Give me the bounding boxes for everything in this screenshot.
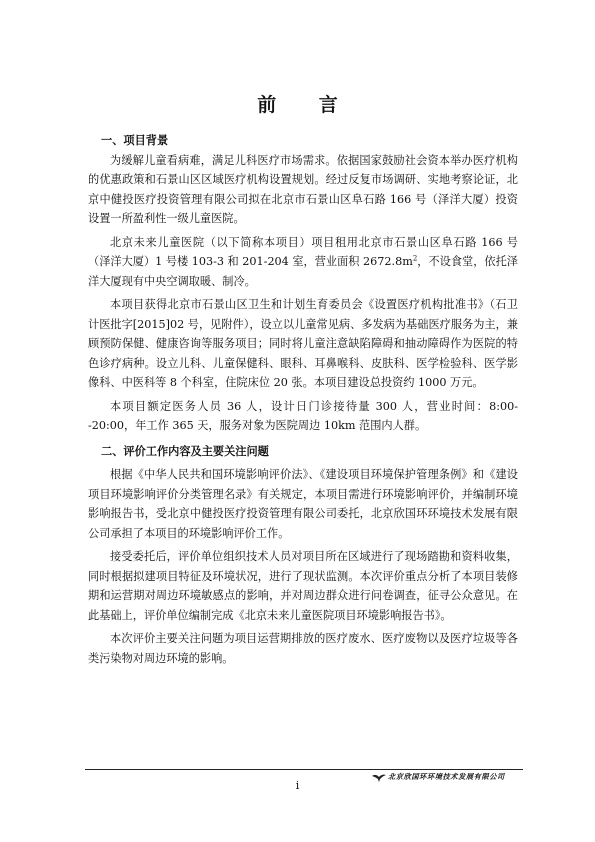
- paragraph-text: 北京未来儿童医院（以下简称本项目）项目租用北京市石景山区阜石路 166 号（泽洋大厦）1 号楼 103-3 和 201-204 室，营业面积 2672.8m: [88, 235, 518, 268]
- footer-company-name: 北京欣国环环境技术发展有限公司: [388, 772, 505, 781]
- paragraph: 本次评价主要关注问题为项目运营期排放的医疗废水、医疗废物以及医疗垃圾等各类污染物对周边环境的影响。: [88, 632, 518, 665]
- page-number: i: [295, 779, 300, 792]
- paragraph-text-tail: ，不设食堂，依托泽洋大厦现有中央空调取暖、制冷。: [88, 255, 518, 288]
- section-heading-project-background: 一、项目背景: [101, 134, 169, 147]
- paragraph: 为缓解儿童看病难，满足儿科医疗市场需求。依据国家鼓励社会资本举办医疗机构的优惠政策和石景山区区域医疗机构设置规划。经过反复市场调研、实地考察论证，北京中健投医疗投资管理有限公司拟在北京市石景山区阜石路 166 号（泽洋大厦）投资设置一所盈利性一级儿童医院。: [88, 153, 518, 225]
- area-unit-superscript: 2: [412, 254, 418, 263]
- paragraph: 本项目获得北京市石景山区卫生和计划生育委员会《设置医疗机构批准书》（石卫计医批字[2015]02 号，见附件），设立以儿童常见病、多发病为基础医疗服务为主，兼顾预防保健、健康咨询等服务项目；同时将儿童注意缺陷障碍和抽动障碍作为医院的特色诊疗病种。设立儿科、儿童保健科、眼科、耳鼻喉科、皮肤科、医学检验科、医学影像科、中医科等 8 个科室，住院床位 20 张。本项目建设总投资约 1000 万元。: [88, 298, 518, 389]
- section-heading-evaluation-content: 二、评价工作内容及主要关注问题: [101, 444, 269, 458]
- page-title: 前 言: [257, 94, 356, 116]
- paragraph: 接受委托后，评价单位组织技术人员对项目所在区域进行了现场踏勘和资料收集，同时根据拟建项目特征及环境状况，进行了现状监测。本次评价重点分析了本项目装修期和运营期对周边环境敏感点的影响，并对周边群众进行问卷调查，征寻公众意见。在此基础上，评价单位编制完成《北京未来儿童医院项目环境影响报告书》。: [88, 550, 518, 622]
- document-body: [88, 131, 518, 668]
- footer-divider: [85, 769, 523, 770]
- paragraph-project-area: [88, 233, 518, 292]
- paragraph: 本项目额定医务人员 36 人，设计日门诊接待量 300 人，营业时间：8:00--20:00，年工作 365 天，服务对象为医院周边 10km 范围内人群。: [88, 399, 518, 432]
- paragraph: 根据《中华人民共和国环境影响评价法》、《建设项目环境保护管理条例》和《建设项目环境影响评价分类管理名录》有关规定，本项目需进行环境影响评价，并编制环境影响报告书，受北京中健投医疗投资管理有限公司委托，北京欣国环环境技术发展有限公司承担了本项目的环境影响评价工作。: [88, 468, 518, 540]
